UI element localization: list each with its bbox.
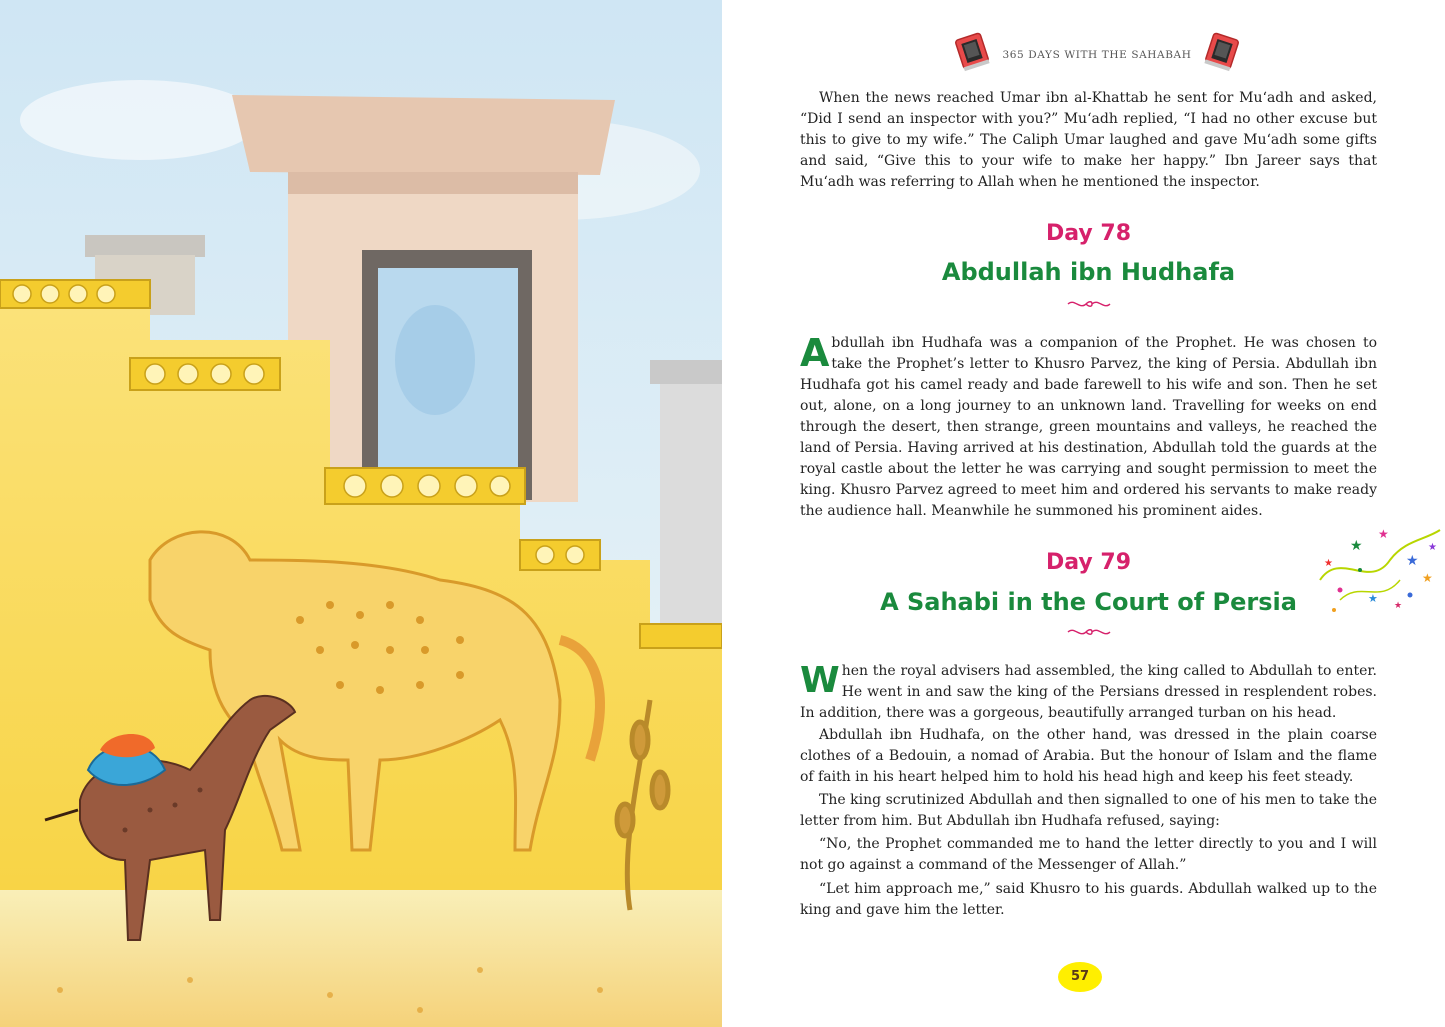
day-79-paragraph-2: Abdullah ibn Hudhafa, on the other hand, was dressed in the plain coarse clothes of a Bedouin, a nomad of Arabia. But the honour of Islam and the flame of faith in his heart helped him to hold his head high and keep his feet steady. [800,727,1377,785]
day-78-dropcap: A [800,331,830,375]
day-79-paragraph-1 [800,661,1377,724]
intro-paragraph: When the news reached Umar ibn al-Khattab he sent for Mu‘adh and asked, “Did I send an inspector with you?” Mu‘adh replied, “I had no other excuse but this to give to my wife.” The Caliph Umar laughed and gave Mu‘adh some gifts and said, “Give this to your wife to make her happy.” Ibn Jareer says that Mu‘adh was referring to Allah when he mentioned the inspector. [800,90,1377,190]
running-head [952,28,1242,78]
svg-text:★: ★ [1324,558,1333,569]
svg-text:★: ★ [1406,553,1419,569]
svg-text:★: ★ [1350,538,1363,554]
flourish-ornament-icon [1066,298,1112,310]
day-78-paragraph-text: bdullah ibn Hudhafa was a companion of the Prophet. He was chosen to take the Prophet’s letter to Khusro Parvez, the king of Persia. Abdullah ibn Hudhafa got his camel ready and bade farewell to his wife and son. Then he set out, alone, on a long journey to an unknown land. Travelling for weeks on end through the desert, then strange, green mountains and valleys, he reached the land of Persia. Having arrived at his destination, Abdullah told the guards at the royal castle about the letter he was carrying and sought permission to meet the king. Khusro Parvez agreed to meet him and ordered his servants to make ready the audience hall. Meanwhile he summoned his prominent aides. [800,335,1377,519]
svg-text:★: ★ [1378,527,1389,541]
day-79-paragraph-3: The king scrutinized Abdullah and then signalled to one of his men to take the letter from him. But Abdullah ibn Hudhafa refused, saying: [800,792,1377,829]
svg-text:★: ★ [1422,571,1433,585]
day-79-number: Day 79 [1045,550,1132,575]
book-right-icon [1202,28,1242,74]
page-number: 57 [1058,962,1102,992]
day-79-dropcap: W [800,660,840,701]
illustration-panel [0,0,722,1027]
day-78-title: Abdullah ibn Hudhafa [941,258,1236,286]
running-title: 365 DAYS WITH THE SAHABAH [1002,49,1192,61]
sand-ground [0,890,722,1027]
day-79-title: A Sahabi in the Court of Persia [880,588,1297,616]
svg-text:★: ★ [1394,601,1403,611]
svg-text:★: ★ [1428,542,1437,553]
svg-text:★: ★ [1368,592,1378,605]
flourish-ornament-icon [1066,626,1112,638]
day-79-paragraph-5: “Let him approach me,” said Khusro to his guards. Abdullah walked up to the king and gave him the letter. [800,881,1377,918]
watercolor-illustration [0,0,722,1027]
day-79-paragraph-4: “No, the Prophet commanded me to hand the letter directly to you and I will not go against a command of the Messenger of Allah.” [800,836,1377,873]
day-78-paragraph [800,333,1377,522]
text-page [722,0,1445,1027]
day-78-number: Day 78 [1045,221,1132,246]
day-79-paragraph-1-text: hen the royal advisers had assembled, the king called to Abdullah to enter. He went in and saw the king of the Persians dressed in resplendent robes. In addition, there was a gorgeous, beautifully arranged turban on his head. [800,663,1377,721]
